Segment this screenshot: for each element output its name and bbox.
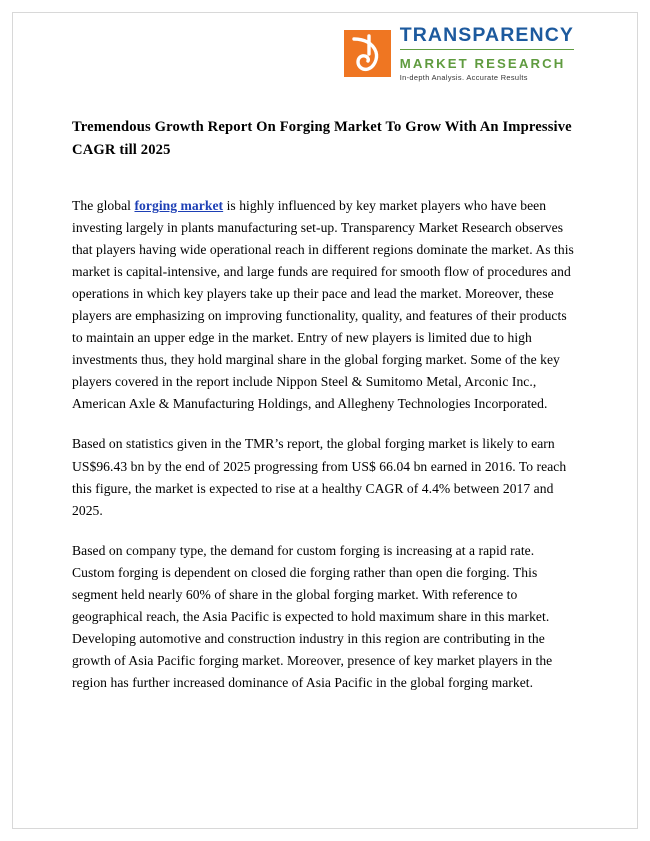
paragraph-1-lead-text: The global bbox=[72, 198, 135, 214]
tmr-logo-mark-icon bbox=[344, 30, 391, 77]
transparency-market-research-logo bbox=[344, 26, 574, 81]
paragraph-3: Based on company type, the demand for custom forging is increasing at a rapid rate. Custom forging is dependent on closed die forging rather than open die forging. This segment held nearly 60% of share in the global forging market. With reference to geographical reach, the Asia Pacific is expected to hold maximum share in this market. Developing automotive and construction industry in this region are contributing in the growth of Asia Pacific forging market. Moreover, presence of key market players in the region has further increased dominance of Asia Pacific in the global forging market. bbox=[72, 542, 553, 690]
page-title: Tremendous Growth Report On Forging Market To Grow With An Impressive CAGR till 2025 bbox=[72, 119, 572, 158]
paragraph-1-rest-text: is highly influenced by key market players who have been investing largely in plants manufacturing set-up. Transparency Market Research observes that players having wide operational reach in different regions dominate the market. As this market is capital-intensive, and large funds are required for smooth flow of procedures and operations in which key players take up their pace and lead the market. Moreover, these players are emphasizing on improving functionality, quality, and features of their products to maintain an upper edge in the market. Entry of new players is limited due to high investments thus, they hold marginal share in the global forging market. Some of the key players covered in the report include Nippon Steel & Sumitomo Metal, Arconic Inc., American Axle & Manufacturing Holdings, and Allegheny Technologies Incorporated. bbox=[72, 198, 574, 412]
logo-line-market-research: MARKET RESEARCH bbox=[399, 55, 566, 71]
article-body bbox=[72, 195, 578, 693]
logo-text-block bbox=[400, 26, 574, 81]
document-content bbox=[72, 26, 578, 712]
paragraph-2: Based on statistics given in the TMR’s report, the global forging market is likely to earn US$96.43 bn by the end of 2025 progressing from US$ 66.04 bn earned in 2016. To reach this figure, the market is expected to rise at a healthy CAGR of 4.4% between 2017 and 2025. bbox=[72, 436, 567, 518]
logo-header bbox=[72, 26, 578, 81]
logo-divider bbox=[400, 49, 574, 50]
tmr-checkmark-glyph-icon bbox=[344, 30, 391, 77]
paragraph-1 bbox=[72, 195, 578, 415]
logo-line-transparency: TRANSPARENCY bbox=[399, 24, 574, 46]
logo-tagline: In-depth Analysis. Accurate Results bbox=[399, 72, 528, 82]
forging-market-link[interactable]: forging market bbox=[134, 198, 224, 214]
